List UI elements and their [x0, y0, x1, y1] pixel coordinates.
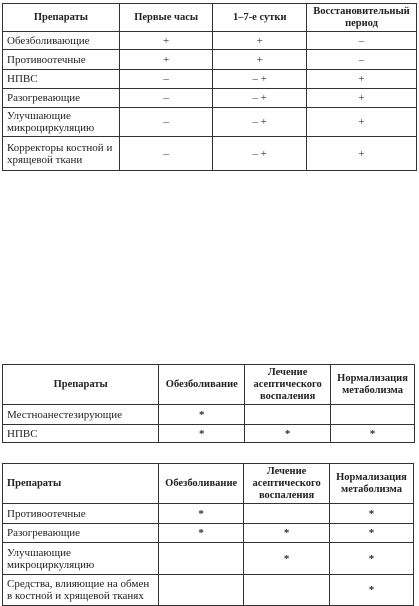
- header-drugs: Препараты: [3, 4, 120, 32]
- cell-mark: [331, 405, 415, 425]
- cell-mark: [159, 543, 244, 575]
- drug-name: Средства, влияющие на обмен в костной и хрящевой тканях: [3, 575, 159, 606]
- drug-effects-table-2: [2, 463, 414, 606]
- table-row: [3, 425, 415, 443]
- drug-name: Разогревающие: [3, 524, 159, 543]
- cell-mark: *: [159, 405, 245, 425]
- cell-mark: – +: [213, 108, 307, 137]
- cell-mark: +: [119, 32, 213, 50]
- cell-mark: *: [244, 543, 330, 575]
- cell-mark: [159, 575, 244, 606]
- drug-name: Местноанестезирующие: [3, 405, 159, 425]
- table-row: [3, 137, 417, 171]
- header-days-1-7: 1–7-е сутки: [213, 4, 307, 32]
- cell-mark: – +: [213, 137, 307, 171]
- cell-mark: – +: [213, 70, 307, 89]
- cell-mark: [245, 405, 331, 425]
- cell-mark: +: [213, 50, 307, 70]
- cell-mark: *: [330, 575, 414, 606]
- cell-mark: *: [159, 425, 245, 443]
- cell-mark: +: [307, 108, 417, 137]
- drug-name: НПВС: [3, 425, 159, 443]
- header-analgesia: Обезболивание: [159, 464, 244, 504]
- table-row: [3, 32, 417, 50]
- table-row: [3, 524, 414, 543]
- cell-mark: *: [330, 543, 414, 575]
- header-first-hours: Первые часы: [119, 4, 213, 32]
- drug-timing-table: [2, 3, 417, 171]
- header-drugs: Препараты: [3, 365, 159, 405]
- header-metabolism-normalization: Нормализация метаболизма: [331, 365, 415, 405]
- cell-mark: –: [119, 137, 213, 171]
- table-row: [3, 504, 414, 524]
- drug-name: Корректоры костной и хрящевой ткани: [3, 137, 120, 171]
- cell-mark: *: [331, 425, 415, 443]
- drug-name: Улучшающие микроциркуляцию: [3, 543, 159, 575]
- table-row: [3, 50, 417, 70]
- cell-mark: *: [330, 504, 414, 524]
- drug-name: Улучшающие микроциркуляцию: [3, 108, 120, 137]
- drug-name: Противоотечные: [3, 504, 159, 524]
- cell-mark: *: [159, 524, 244, 543]
- table-row: [3, 405, 415, 425]
- cell-mark: +: [307, 70, 417, 89]
- cell-mark: –: [307, 32, 417, 50]
- cell-mark: *: [330, 524, 414, 543]
- table-row: [3, 575, 414, 606]
- cell-mark: *: [159, 504, 244, 524]
- cell-mark: –: [119, 89, 213, 108]
- cell-mark: +: [307, 137, 417, 171]
- cell-mark: +: [119, 50, 213, 70]
- table-row: [3, 89, 417, 108]
- table-row: [3, 543, 414, 575]
- drug-effects-table-1: [2, 364, 415, 443]
- cell-mark: +: [307, 89, 417, 108]
- header-recovery-period: Восстановительный период: [307, 4, 417, 32]
- table-header-row: [3, 464, 414, 504]
- header-inflammation-treatment: Лечение асептического воспаления: [245, 365, 331, 405]
- drug-name: Обезболивающие: [3, 32, 120, 50]
- table-row: [3, 108, 417, 137]
- header-drugs: Препараты: [3, 464, 159, 504]
- cell-mark: –: [119, 70, 213, 89]
- drug-name: Противоотечные: [3, 50, 120, 70]
- header-analgesia: Обезболивание: [159, 365, 245, 405]
- cell-mark: –: [119, 108, 213, 137]
- cell-mark: – +: [213, 89, 307, 108]
- cell-mark: *: [245, 425, 331, 443]
- cell-mark: [244, 575, 330, 606]
- drug-name: Разогревающие: [3, 89, 120, 108]
- cell-mark: +: [213, 32, 307, 50]
- header-inflammation-treatment: Лечение асептического воспаления: [244, 464, 330, 504]
- cell-mark: [244, 504, 330, 524]
- drug-name: НПВС: [3, 70, 120, 89]
- table-row: [3, 70, 417, 89]
- header-metabolism-normalization: Нормализация метаболизма: [330, 464, 414, 504]
- table-header-row: [3, 365, 415, 405]
- cell-mark: –: [307, 50, 417, 70]
- cell-mark: *: [244, 524, 330, 543]
- table-header-row: [3, 4, 417, 32]
